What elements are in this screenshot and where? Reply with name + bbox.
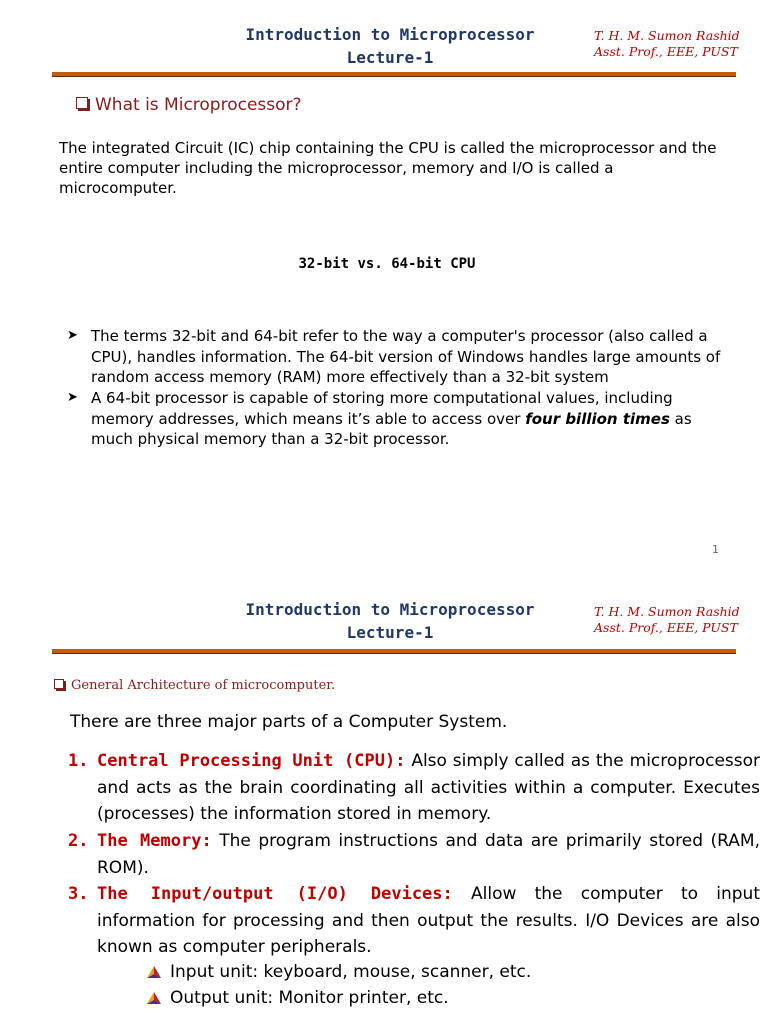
slide-1-title-line2: Lecture-1 — [346, 48, 434, 67]
header-rule — [52, 72, 736, 77]
list-item-cpu — [68, 748, 760, 828]
slide-2 — [0, 580, 768, 1024]
emphasis-text: four billion times — [525, 409, 670, 428]
sub-item-input — [146, 959, 531, 985]
bullet-1-text: The terms 32-bit and 64-bit refer to the way a computer's processor (also called a CPU), handles information. The 64-bit version of Windows handles large amounts of random access memory (RAM) more effectively than a 32-bit system — [91, 327, 721, 386]
item-text: Allow the computer to input information for processing and then output the results. I/O Devices are also known as computer peripherals. — [97, 884, 760, 957]
slide-1-author — [594, 28, 740, 60]
item-text: The program instructions and data are primarily stored (RAM, ROM). — [97, 831, 761, 878]
slide-2-title-line2: Lecture-1 — [346, 623, 434, 642]
slide-1-title-line1: Introduction to Microprocessor — [245, 25, 535, 44]
item-number: 2. — [68, 831, 89, 851]
subheading: 32-bit vs. 64-bit CPU — [298, 256, 476, 272]
sub-item-output — [146, 985, 449, 1011]
author-name: T. H. M. Sumon Rashid — [594, 604, 740, 619]
item-number: 1. — [68, 751, 89, 771]
question-heading — [76, 95, 302, 115]
header-rule — [52, 649, 736, 654]
item-number: 3. — [68, 884, 89, 904]
slide-2-title — [240, 598, 540, 644]
question-text: What is Microprocessor? — [95, 95, 302, 115]
arrow-bullet-icon: ➤ — [67, 328, 78, 343]
item-text: Also simply called as the microprocessor and acts as the brain coordinating all activities within a computer. Executes (processes) the information stored in memory. — [97, 751, 761, 824]
author-position: Asst. Prof., EEE, PUST — [594, 44, 738, 59]
author-name: T. H. M. Sumon Rashid — [594, 28, 740, 43]
triangle-bullet-icon — [146, 965, 162, 979]
slide-2-title-line1: Introduction to Microprocessor — [245, 600, 535, 619]
bullet-2-text: A 64-bit processor is capable of storing more computational values, including memory addresses, which means it’s able to access over four billion times as much physical memory than a 32-bit processor. — [91, 389, 692, 448]
question-heading — [54, 678, 335, 693]
item-label: The Memory: — [97, 831, 212, 851]
definition-paragraph: The integrated Circuit (IC) chip containing the CPU is called the microprocessor and the entire computer including the microprocessor, memory and I/O is called a microcomputer. — [59, 139, 717, 197]
page-number: 1 — [712, 543, 719, 556]
arrow-bullet-icon: ➤ — [67, 390, 78, 405]
list-item-io — [68, 881, 760, 961]
checkbox-bullet-icon — [76, 97, 88, 109]
sub-item-text: Output unit: Monitor printer, etc. — [170, 988, 449, 1008]
bullet-2 — [67, 388, 737, 450]
item-label: Central Processing Unit (CPU): — [97, 751, 406, 771]
slide-2-author — [594, 604, 740, 636]
author-position: Asst. Prof., EEE, PUST — [594, 620, 738, 635]
sub-item-text: Input unit: keyboard, mouse, scanner, etc. — [170, 962, 532, 982]
question-text: General Architecture of microcomputer. — [71, 678, 336, 693]
list-item-memory — [68, 828, 760, 881]
triangle-bullet-icon — [146, 991, 162, 1005]
bullet-1 — [67, 326, 737, 388]
intro-text: There are three major parts of a Computer System. — [70, 712, 508, 732]
item-label: The Input/output (I/O) Devices: — [97, 884, 453, 904]
checkbox-bullet-icon — [54, 679, 64, 689]
slide-1-title — [240, 23, 540, 69]
